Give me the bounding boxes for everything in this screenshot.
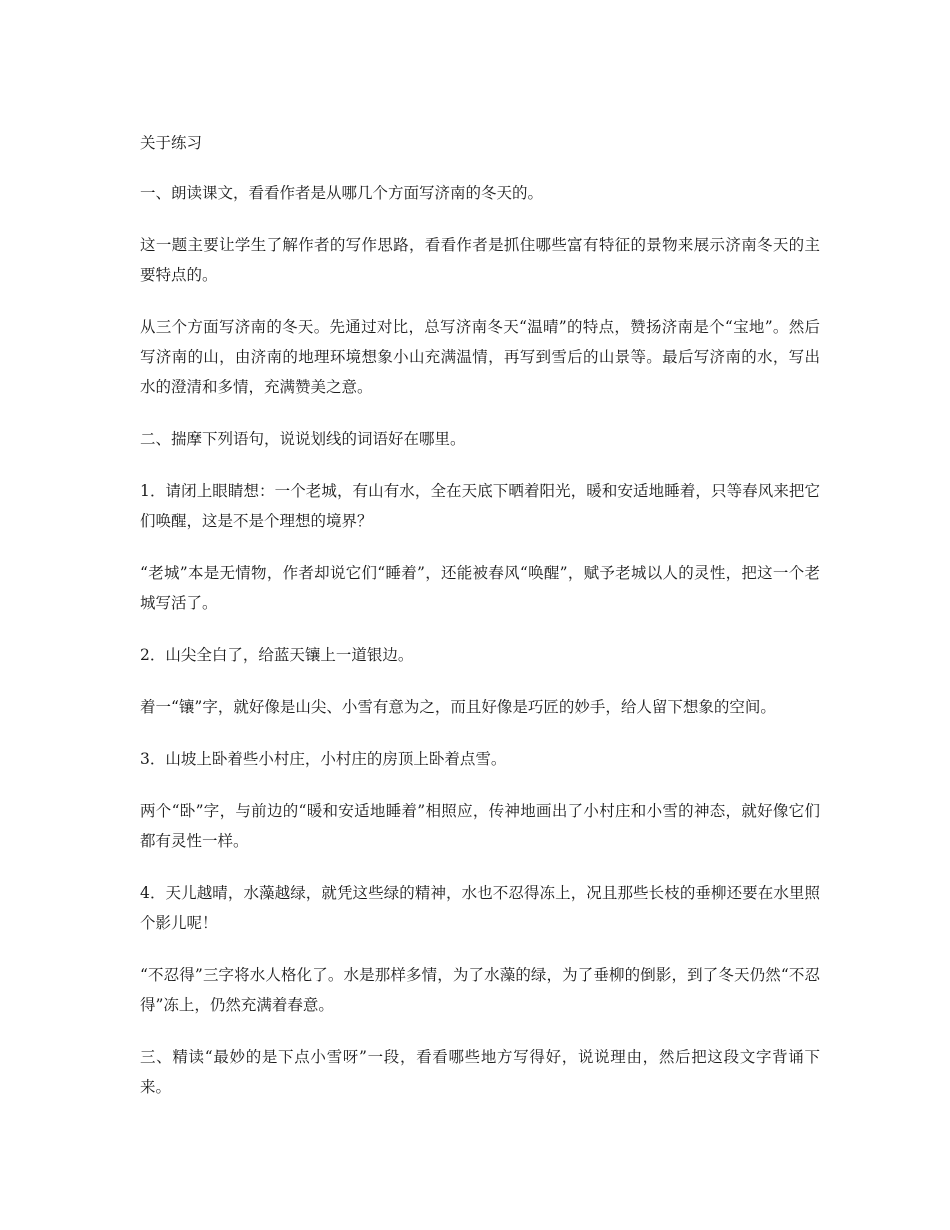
question-2-answer-3: 两个“卧”字，与前边的“暖和安适地睡着”相照应，传神地画出了小村庄和小雪的神态，就好像它们都有灵性一样。 bbox=[140, 802, 820, 850]
question-2-answer-2: 着一“镶”字，就好像是山尖、小雪有意为之，而且好像是巧匠的妙手，给人留下想象的空间。 bbox=[140, 698, 776, 716]
question-2-answer-1: “老城”本是无情物，作者却说它们“睡着”，还能被春风“唤醒”，赋予老城以人的灵性，把这一个老城写活了。 bbox=[140, 564, 820, 612]
question-1-heading: 一、朗读课文，看看作者是从哪几个方面写济南的冬天的。 bbox=[140, 184, 544, 202]
question-2-item-3: 3．山坡上卧着些小村庄，小村庄的房顶上卧着点雪。 bbox=[140, 750, 507, 768]
question-2-item-1: 1．请闭上眼睛想：一个老城，有山有水，全在天底下晒着阳光，暖和安适地睡着，只等春风来把它们唤醒，这是不是个理想的境界？ bbox=[140, 482, 820, 530]
question-3-heading: 三、精读“最妙的是下点小雪呀”一段，看看哪些地方写得好，说说理由，然后把这段文字背诵下来。 bbox=[140, 1048, 820, 1096]
question-2-heading: 二、揣摩下列语句，说说划线的词语好在哪里。 bbox=[140, 430, 466, 448]
document-page bbox=[140, 128, 820, 1124]
section-title: 关于练习 bbox=[140, 134, 203, 152]
question-2-answer-4: “不忍得”三字将水人格化了。水是那样多情，为了水藻的绿，为了垂柳的倒影，到了冬天仍然“不忍得”冻上，仍然充满着春意。 bbox=[140, 966, 820, 1014]
question-2-item-2: 2．山尖全白了，给蓝天镶上一道银边。 bbox=[140, 646, 414, 664]
question-2-item-4: 4．天儿越晴，水藻越绿，就凭这些绿的精神，水也不忍得冻上，况且那些长枝的垂柳还要在水里照个影儿呢！ bbox=[140, 884, 820, 932]
question-1-note: 这一题主要让学生了解作者的写作思路，看看作者是抓住哪些富有特征的景物来展示济南冬天的主要特点的。 bbox=[140, 236, 820, 284]
question-1-answer: 从三个方面写济南的冬天。先通过对比，总写济南冬天“温晴”的特点，赞扬济南是个“宝地”。然后写济南的山，由济南的地理环境想象小山充满温情，再写到雪后的山景等。最后写济南的水，写出水的澄清和多情，充满赞美之意。 bbox=[140, 318, 820, 396]
